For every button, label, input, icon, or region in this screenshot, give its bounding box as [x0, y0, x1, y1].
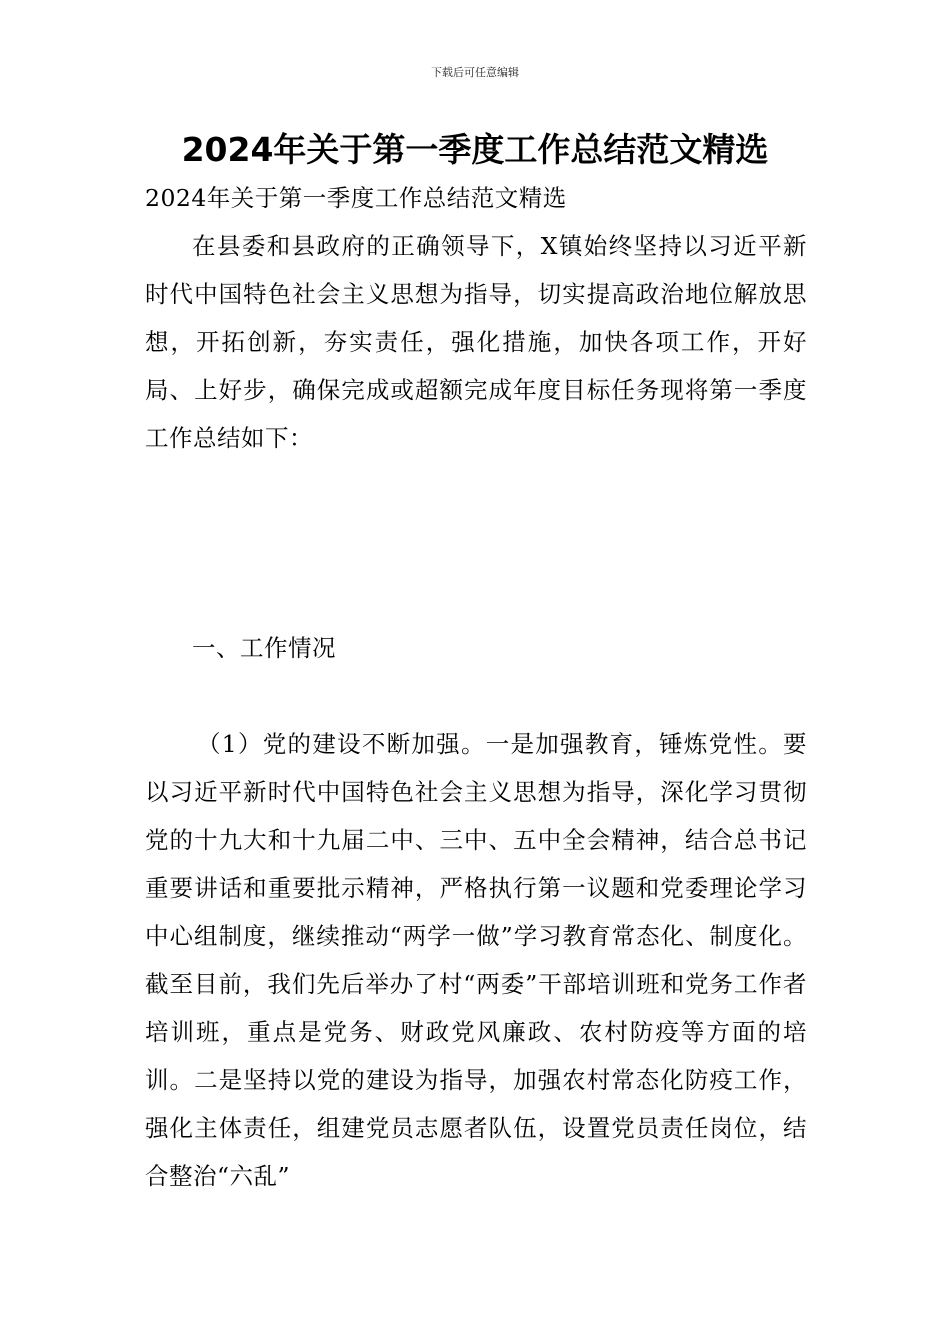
header-note: 下载后可任意编辑	[431, 66, 519, 79]
section-heading: 一、工作情况	[192, 634, 336, 662]
document-title: 2024年关于第一季度工作总结范文精选	[181, 130, 769, 169]
body-paragraph: （1）党的建设不断加强。一是加强教育，锤炼党性。要以习近平新时代中国特色社会主义思想为指导，深化学习贯彻党的十九大和十九届二中、三中、五中全会精神，结合总书记重要讲话和重要批示精神，严格执行第一议题和党委理论学习中心组制度，继续推动“两学一做”学习教育常态化、制度化。截至目前，我们先后举办了村“两委”干部培训班和党务工作者培训班，重点是党务、财政党风廉政、农村防疫等方面的培训。二是坚持以党的建设为指导，加强农村常态化防疫工作，强化主体责任，组建党员志愿者队伍，设置党员责任岗位，结合整治“六乱”	[145, 730, 807, 1190]
intro-paragraph: 在县委和县政府的正确领导下，X镇始终坚持以习近平新时代中国特色社会主义思想为指导，切实提高政治地位解放思想，开拓创新，夯实责任，强化措施，加快各项工作，开好局、上好步，确保完成或超额完成年度目标任务现将第一季度工作总结如下：	[145, 232, 807, 452]
document-subtitle: 2024年关于第一季度工作总结范文精选	[145, 184, 567, 212]
